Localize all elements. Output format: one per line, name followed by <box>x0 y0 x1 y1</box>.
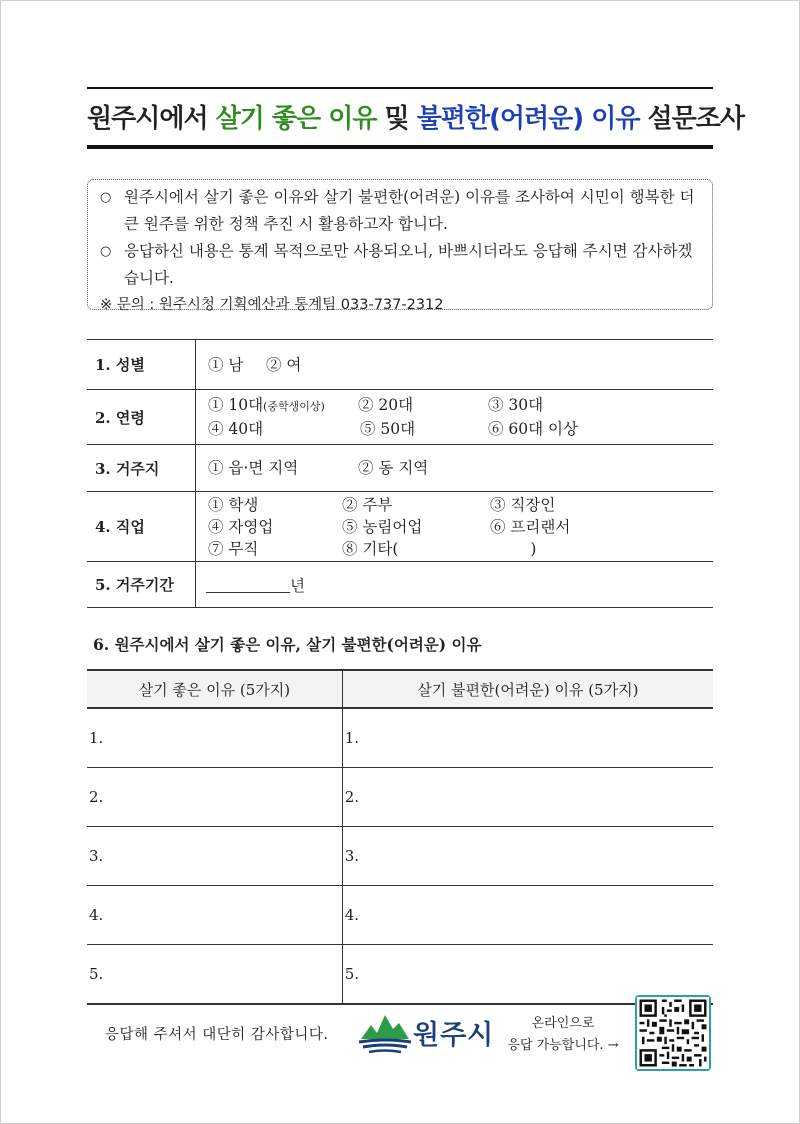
reasons-table <box>87 669 713 1005</box>
question-label: 2. 연령 <box>87 390 196 445</box>
title-rule-top <box>87 87 713 89</box>
title-rule-bottom <box>87 145 713 149</box>
title-part-3: 및 <box>376 104 417 134</box>
question-table <box>87 339 713 608</box>
question-label: 3. 거주지 <box>87 445 196 492</box>
option-other[interactable] <box>342 538 536 560</box>
table-row <box>87 768 713 827</box>
logo-text: 원주시 <box>413 1020 495 1051</box>
option-age-50s[interactable]: ⑤ 50대 <box>360 420 416 438</box>
option-male[interactable]: ① 남 <box>208 355 244 374</box>
bullet-icon: ○ <box>100 244 112 259</box>
intro-text-privacy: 응답하신 내용은 통계 목적으로만 사용되오니, 바쁘시더라도 응답해 주시면 감사하겠습니다. <box>124 242 693 287</box>
option-age-10s[interactable] <box>208 394 358 418</box>
intro-box <box>87 179 713 313</box>
option-age-20s[interactable]: ② 20대 <box>358 396 414 414</box>
thanks-message: 응답해 주셔서 대단히 감사합니다. <box>105 1027 329 1043</box>
option-dong[interactable]: ② 동 지역 <box>358 459 429 477</box>
table-row <box>87 886 713 945</box>
question-row-residence <box>87 445 713 492</box>
option-age-60s[interactable]: ⑥ 60대 이상 <box>488 420 578 438</box>
online-notice-line-1: 온라인으로 <box>531 1016 595 1031</box>
option-homemaker[interactable]: ② 주부 <box>342 495 393 514</box>
option-age-10s-label: ① 10대 <box>208 396 264 414</box>
good-reason-cell[interactable]: 3. <box>87 827 342 886</box>
bad-reason-cell[interactable]: 1. <box>342 708 713 768</box>
good-reason-cell[interactable]: 5. <box>87 945 342 1005</box>
question-row-gender <box>87 340 713 390</box>
question-row-occupation <box>87 492 713 562</box>
option-eup-myeon[interactable]: ① 읍·면 지역 <box>208 459 299 477</box>
question-label: 5. 거주기간 <box>87 562 196 608</box>
good-reason-cell[interactable]: 4. <box>87 886 342 945</box>
option-unemployed[interactable]: ⑦ 무직 <box>208 539 259 558</box>
option-age-10s-note: (중학생이상) <box>263 400 325 413</box>
bad-reason-cell[interactable]: 4. <box>342 886 713 945</box>
option-student[interactable]: ① 학생 <box>208 495 259 514</box>
option-freelancer[interactable]: ⑥ 프리랜서 <box>490 517 571 536</box>
option-self-employed[interactable]: ④ 자영업 <box>208 517 274 536</box>
question-label: 4. 직업 <box>87 492 196 562</box>
question-options <box>196 562 714 608</box>
option-other-label: ⑧ 기타( <box>342 539 399 558</box>
bullet-icon: ○ <box>100 190 112 205</box>
column-header-good: 살기 좋은 이유 (5가지) <box>87 670 342 708</box>
bad-reason-cell[interactable]: 5. <box>342 945 713 1005</box>
good-reason-cell[interactable]: 1. <box>87 708 342 768</box>
intro-item <box>100 238 698 292</box>
question-options <box>196 445 714 492</box>
table-row <box>87 708 713 768</box>
online-notice-line-2: 응답 가능합니다. → <box>507 1038 619 1053</box>
residence-years-field[interactable] <box>206 576 290 593</box>
residence-years-unit: 년 <box>290 576 305 595</box>
option-agriculture[interactable]: ⑤ 농림어업 <box>342 517 423 536</box>
option-female[interactable]: ② 여 <box>266 355 302 374</box>
title-part-good-reason: 살기 좋은 이유 <box>215 104 377 134</box>
question-row-age <box>87 390 713 445</box>
table-row <box>87 945 713 1005</box>
option-age-30s[interactable]: ③ 30대 <box>488 396 544 414</box>
title-part-bad-reason: 불편한(어려운) 이유 <box>416 104 640 134</box>
option-age-40s[interactable]: ④ 40대 <box>208 420 264 438</box>
qr-code-graphic <box>637 997 709 1069</box>
good-reason-cell[interactable]: 2. <box>87 768 342 827</box>
intro-item <box>100 184 698 238</box>
option-employee[interactable]: ③ 직장인 <box>490 495 556 514</box>
question-options <box>196 390 714 445</box>
online-notice <box>501 1013 625 1057</box>
question-row-period <box>87 562 713 608</box>
intro-text-purpose: 원주시에서 살기 좋은 이유와 살기 불편한(어려운) 이유를 조사하여 시민이 행복한 더 큰 원주를 위한 정책 추진 시 활용하고자 합니다. <box>124 188 695 233</box>
contact-info: ※ 문의 : 원주시청 기획예산과 통계팀 033-737-2312 <box>100 297 444 313</box>
qr-code-icon[interactable] <box>635 995 711 1071</box>
title-part-5: 설문조사 <box>639 104 744 134</box>
table-row <box>87 827 713 886</box>
page-title <box>87 97 744 141</box>
question-6-title: 6. 원주시에서 살기 좋은 이유, 살기 불편한(어려운) 이유 <box>93 635 482 654</box>
question-options <box>196 340 714 390</box>
option-other-close: ) <box>530 539 537 558</box>
question-options <box>196 492 714 562</box>
bad-reason-cell[interactable]: 3. <box>342 827 713 886</box>
title-part-1: 원주시에서 <box>87 104 216 134</box>
bad-reason-cell[interactable]: 2. <box>342 768 713 827</box>
question-label: 1. 성별 <box>87 340 196 390</box>
column-header-bad: 살기 불편한(어려운) 이유 (5가지) <box>342 670 713 708</box>
